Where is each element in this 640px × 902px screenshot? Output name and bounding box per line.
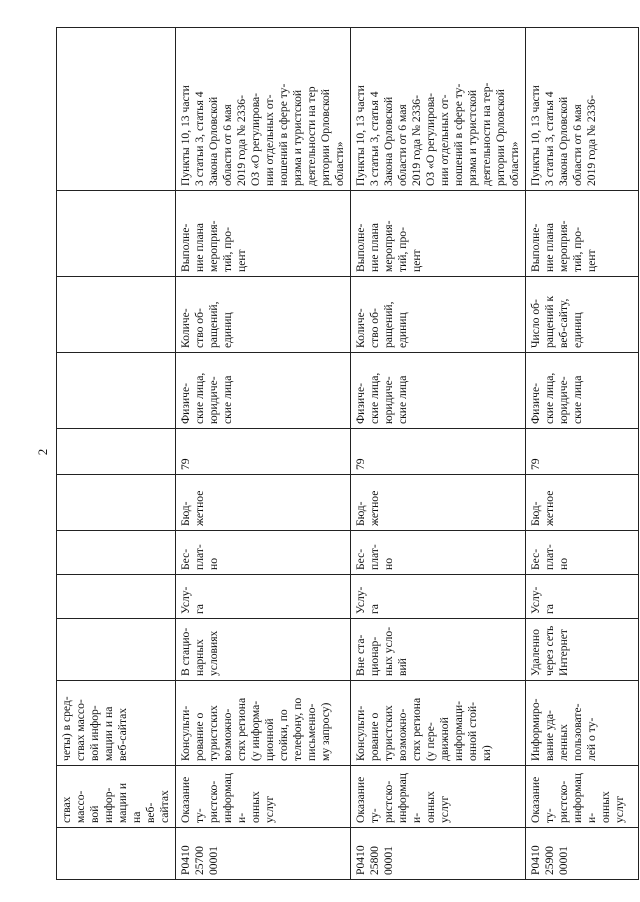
cell-consumers: Физиче- ские лица, юридиче- ские лица	[351, 353, 526, 429]
cell-payment: Бес- плат- но	[351, 531, 526, 575]
table-row	[351, 28, 526, 880]
cell-legal	[57, 28, 176, 191]
cell-name: Оказание ту- ристско- информаци- онных услуг	[526, 766, 639, 828]
cell-code: Р0410 25800 00001	[351, 828, 526, 880]
cell-type: Услу- га	[176, 575, 351, 619]
page-number: 2	[35, 448, 50, 456]
cell-funding: Бюд- жетное	[176, 475, 351, 531]
cell-name: Оказание ту- ристско- информаци- онных услуг	[351, 766, 526, 828]
cell-payment: Бес- плат- но	[176, 531, 351, 575]
cell-quality	[57, 191, 176, 277]
cell-okved: 79	[526, 429, 639, 475]
rotated-table-wrapper	[56, 28, 626, 880]
cell-volume: Количе- ство об- ращений, единиц	[351, 277, 526, 353]
cell-code: Р0410 25700 00001	[176, 828, 351, 880]
table-row	[176, 28, 351, 880]
cell-payment: Бес- плат- но	[526, 531, 639, 575]
cell-code	[57, 828, 176, 880]
cell-type: Услу- га	[351, 575, 526, 619]
cell-name: ствах массо- вой инфор- мации и на веб-сайтах	[57, 766, 176, 828]
cell-code: Р0410 25900 00001	[526, 828, 639, 880]
cell-type: Услу- га	[526, 575, 639, 619]
cell-consumers	[57, 353, 176, 429]
cell-volume: Число об- ращений к веб-сайту, единиц	[526, 277, 639, 353]
cell-legal: Пункты 10, 13 части 3 статьи 3, статья 4 Закона Орловской области от 6 мая 2019 года № 2336- ОЗ «О регулирова- нии отдельных от- ношений в сфере ту- ризма и туристской деятельности на тер ритории Орловской области»	[176, 28, 351, 191]
cell-okved	[57, 429, 176, 475]
cell-name: Оказание ту- ристско- информаци- онных услуг	[176, 766, 351, 828]
cell-consumers: Физиче- ские лица, юридиче- ские лица	[526, 353, 639, 429]
cell-funding: Бюд- жетное	[351, 475, 526, 531]
cell-content: четы) в сред- ствах массо- вой инфор- мации и на веб-сайтах	[57, 681, 176, 766]
services-table	[56, 27, 639, 880]
cell-content: Консульти- рование о туристских возможно- стях региона (у пере- движной информаци- онной стой- ки)	[351, 681, 526, 766]
cell-okved: 79	[351, 429, 526, 475]
cell-content: Информиро- вание уда- ленных пользовате- лей о ту-	[526, 681, 639, 766]
cell-okved: 79	[176, 429, 351, 475]
cell-type	[57, 575, 176, 619]
rotated-page	[56, 28, 626, 880]
cell-legal: Пункты 10, 13 части 3 статьи 3, статья 4 Закона Орловской области от 6 мая 2019 года № 2336- ОЗ «О регулирова- нии отдельных от- ношений в сфере ту- ризма и туристской деятельности на тер- ритории Орловской области»	[351, 28, 526, 191]
cell-quality: Выполне- ние плана мероприя- тий, про- цент	[176, 191, 351, 277]
cell-consumers: Физиче- ские лица, юридиче- ские лица	[176, 353, 351, 429]
cell-content: Консульти- рование о туристских возможно- стях региона (у информа- ционной стойки, по телефону, по письменно- му запросу)	[176, 681, 351, 766]
cell-condition: Удаленно через сеть Интернет	[526, 619, 639, 681]
cell-condition: Вне ста- ционар- ных усло- вий	[351, 619, 526, 681]
cell-condition: В стацио- нарных условиях	[176, 619, 351, 681]
cell-legal: Пункты 10, 13 части 3 статьи 3, статья 4 Закона Орловской области от 6 мая 2019 года № 2336-	[526, 28, 639, 191]
cell-quality: Выполне- ние плана мероприя- тий, про- цент	[351, 191, 526, 277]
cell-condition	[57, 619, 176, 681]
cell-volume	[57, 277, 176, 353]
cell-funding	[57, 475, 176, 531]
table-row-continuation	[57, 28, 176, 880]
cell-payment	[57, 531, 176, 575]
cell-volume: Количе- ство об- ращений, единиц	[176, 277, 351, 353]
table-row	[526, 28, 639, 880]
cell-funding: Бюд- жетное	[526, 475, 639, 531]
cell-quality: Выполне- ние плана мероприя- тий, про- цент	[526, 191, 639, 277]
